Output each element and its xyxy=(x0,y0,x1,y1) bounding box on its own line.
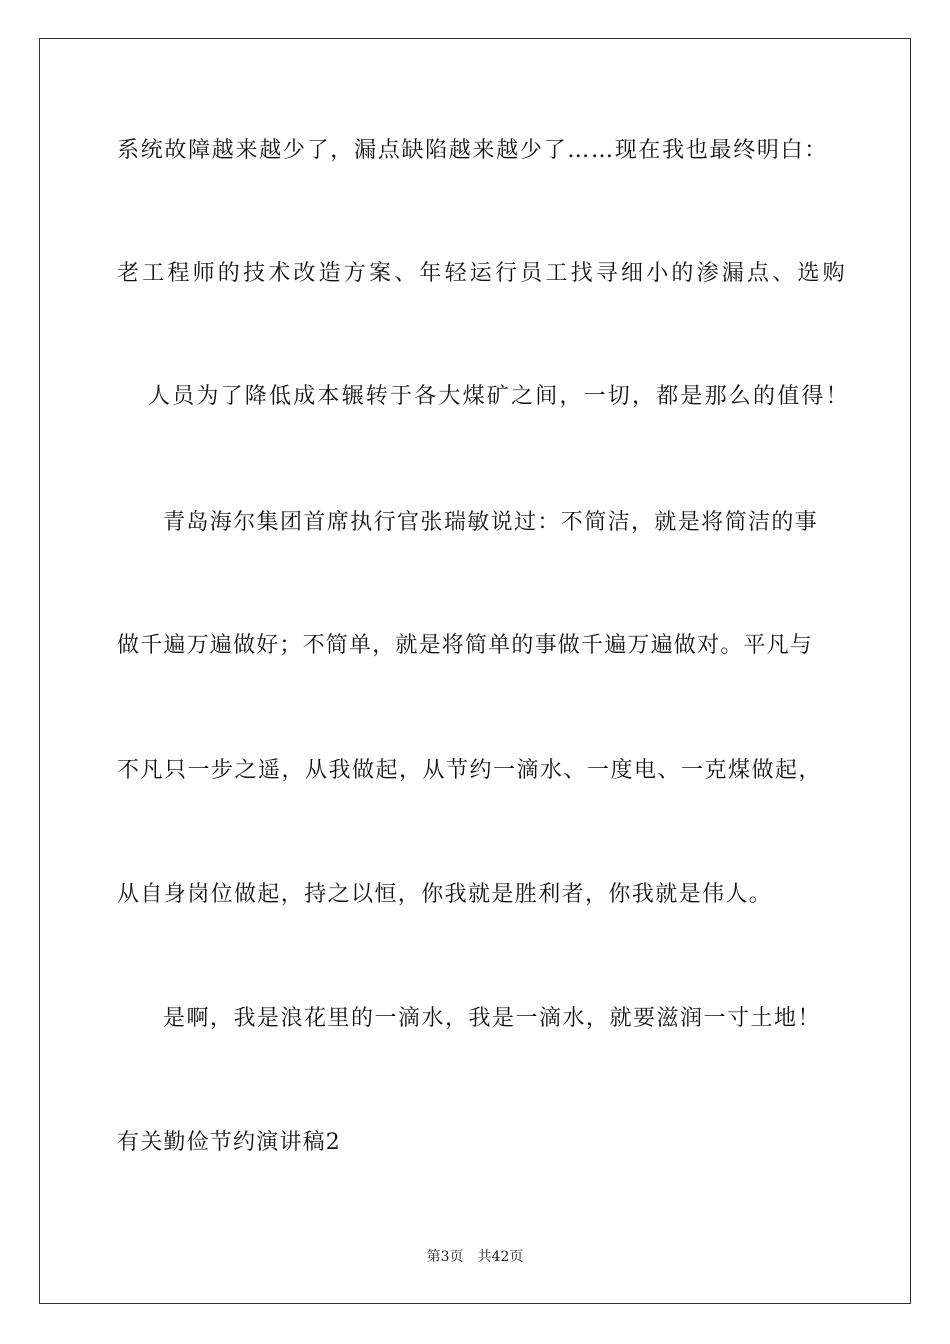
body-line: 做千遍万遍做好；不简单，就是将简单的事做千遍万遍做对。平凡与 xyxy=(117,633,814,658)
body-line: 系统故障越来越少了，漏点缺陷越来越少了……现在我也最终明白： xyxy=(117,138,829,163)
body-line: 是啊，我是浪花里的一滴水，我是一滴水，就要滋润一寸土地！ xyxy=(163,1006,822,1031)
page-number: 第3页 xyxy=(426,1249,464,1265)
body-line: 老工程师的技术改造方案、年轻运行员工找寻细小的渗漏点、选购 xyxy=(117,261,848,286)
body-line: 青岛海尔集团首席执行官张瑞敏说过：不简洁，就是将简洁的事 xyxy=(163,510,819,535)
section-heading: 有关勤俭节约演讲稿2 xyxy=(117,1130,341,1155)
page-footer xyxy=(0,1247,950,1267)
page-frame xyxy=(39,38,911,1304)
body-line: 从自身岗位做起，持之以恒，你我就是胜利者，你我就是伟人。 xyxy=(117,882,773,907)
page-total: 共42页 xyxy=(477,1249,524,1265)
body-line: 人员为了降低成本辗转于各大煤矿之间，一切，都是那么的值得！ xyxy=(148,384,850,409)
body-line: 不凡只一步之遥，从我做起，从节约一滴水、一度电、一克煤做起， xyxy=(117,758,823,783)
